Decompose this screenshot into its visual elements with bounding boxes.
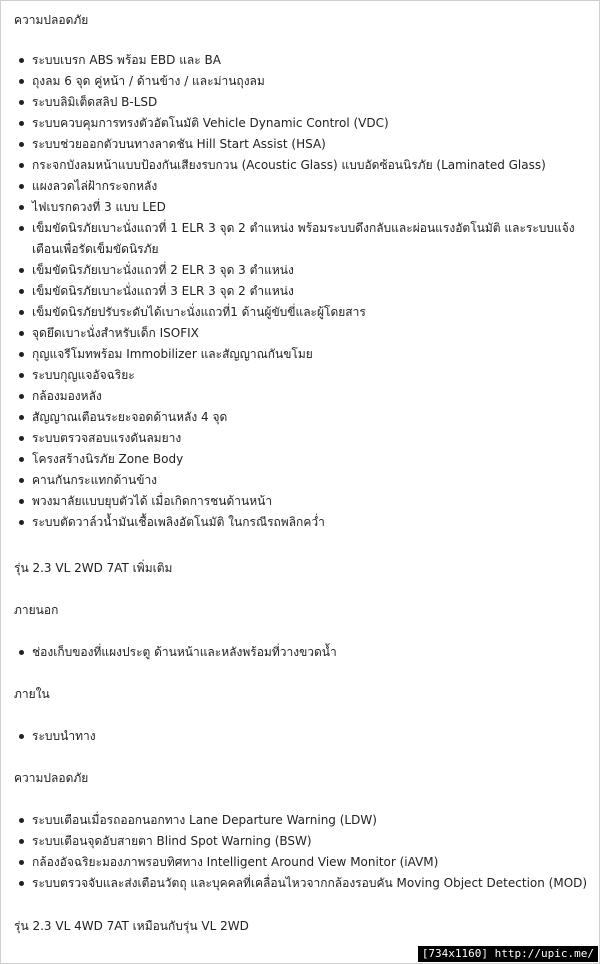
list-item: จุดยึดเบาะนั่งสำหรับเด็ก ISOFIX [0, 323, 600, 344]
exterior-list [0, 642, 600, 663]
list-item: ระบบกุญแจอัจฉริยะ [0, 365, 600, 386]
safety-list [0, 50, 600, 533]
interior-list [0, 726, 600, 747]
list-item: เข็มขัดนิรภัยปรับระดับได้เบาะนั่งแถวที่1 ด้านผู้ขับขี่และผู้โดยสาร [0, 302, 600, 323]
list-item: แผงลวดไล่ฝ้ากระจกหลัง [0, 176, 600, 197]
list-item: กล้องอัจฉริยะมองภาพรอบทิศทาง Intelligent Around View Monitor (iAVM) [0, 852, 600, 873]
list-item: ระบบช่วยออกตัวบนทางลาดชัน Hill Start Assist (HSA) [0, 134, 600, 155]
list-item: กุญแจรีโมทพร้อม Immobilizer และสัญญาณกันขโมย [0, 344, 600, 365]
list-item: ระบบตัดวาล์วน้ำมันเชื้อเพลิงอัตโนมัติ ในกรณีรถพลิกคว่ำ [0, 512, 600, 533]
interior-heading: ภายใน [14, 687, 50, 701]
list-item: ระบบเบรก ABS พร้อม EBD และ BA [0, 50, 600, 71]
watermark-label: [734x1160] http://upic.me/ [418, 946, 598, 962]
list-item: ไฟเบรกดวงที่ 3 แบบ LED [0, 197, 600, 218]
list-item: โครงสร้างนิรภัย Zone Body [0, 449, 600, 470]
exterior-heading: ภายนอก [14, 603, 59, 617]
list-item: กล้องมองหลัง [0, 386, 600, 407]
safety2-heading: ความปลอดภัย [14, 771, 89, 785]
list-item: กระจกบังลมหน้าแบบป้องกันเสียงรบกวน (Acoustic Glass) แบบอัดซ้อนนิรภัย (Laminated Glass) [0, 155, 600, 176]
list-item: เข็มขัดนิรภัยเบาะนั่งแถวที่ 1 ELR 3 จุด 2 ตำแหน่ง พร้อมระบบดึงกลับและผ่อนแรงอัตโนมัติ และระบบแจ้งเตือนเพื่อรัดเข็มขัดนิรภัย [0, 218, 600, 260]
list-item: ถุงลม 6 จุด คู่หน้า / ด้านข้าง / และม่านถุงลม [0, 71, 600, 92]
list-item: พวงมาลัยแบบยุบตัวได้ เมื่อเกิดการชนด้านหน้า [0, 491, 600, 512]
list-item: ระบบเตือนเมื่อรถออกนอกทาง Lane Departure Warning (LDW) [0, 810, 600, 831]
list-item: ระบบควบคุมการทรงตัวอัตโนมัติ Vehicle Dynamic Control (VDC) [0, 113, 600, 134]
list-item: ระบบตรวจสอบแรงดันลมยาง [0, 428, 600, 449]
list-item: เข็มขัดนิรภัยเบาะนั่งแถวที่ 3 ELR 3 จุด 2 ตำแหน่ง [0, 281, 600, 302]
safety2-list [0, 810, 600, 894]
list-item: ระบบนำทาง [0, 726, 600, 747]
model-vl-4wd-heading: รุ่น 2.3 VL 4WD 7AT เหมือนกับรุ่น VL 2WD [14, 919, 249, 933]
list-item: ระบบเตือนจุดอับสายตา Blind Spot Warning (BSW) [0, 831, 600, 852]
safety-heading: ความปลอดภัย [14, 13, 89, 27]
list-item: ระบบลิมิเต็ดสลิป B-LSD [0, 92, 600, 113]
list-item: ช่องเก็บของที่แผงประตู ด้านหน้าและหลังพร้อมที่วางขวดน้ำ [0, 642, 600, 663]
list-item: ระบบตรวจจับและส่งเตือนวัตถุ และบุคคลที่เคลื่อนไหวจากกล้องรอบคัน Moving Object Detection (MOD) [0, 873, 600, 894]
list-item: เข็มขัดนิรภัยเบาะนั่งแถวที่ 2 ELR 3 จุด 3 ตำแหน่ง [0, 260, 600, 281]
model-vl-2wd-heading: รุ่น 2.3 VL 2WD 7AT เพิ่มเติม [14, 561, 173, 575]
list-item: สัญญาณเตือนระยะจอดด้านหลัง 4 จุด [0, 407, 600, 428]
list-item: คานกันกระแทกด้านข้าง [0, 470, 600, 491]
